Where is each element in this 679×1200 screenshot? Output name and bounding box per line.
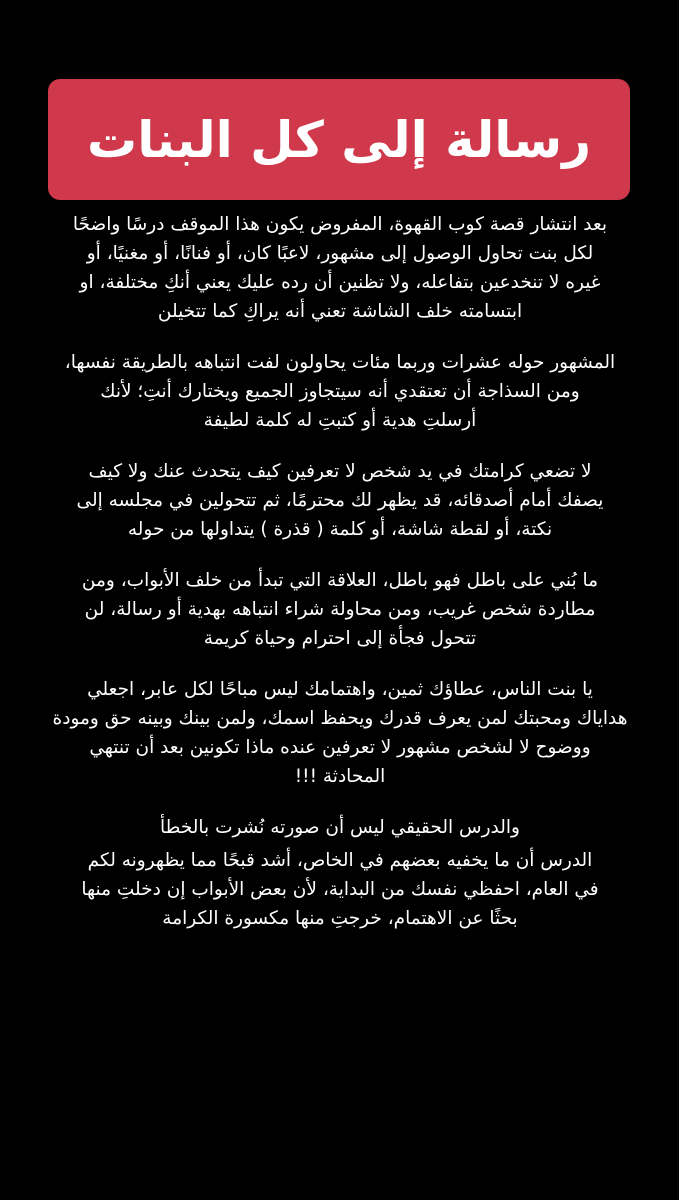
text-line: الدرس أن ما يخفيه بعضهم في الخاص، أشد قبحًا مما يظهرونه لكم xyxy=(87,850,593,871)
text-line: المشهور حوله عشرات وربما مئات يحاولون لفت انتباهه بالطريقة نفسها، xyxy=(64,352,616,373)
text-line: غيره لا تنخدعين بتفاعله، ولا تظنين أن رده عليك يعني أنكِ مختلفة، او xyxy=(79,272,601,293)
text-line: أرسلتِ هدية أو كتبتِ له كلمة لطيفة xyxy=(203,410,477,431)
text-line: بحثًا عن الاهتمام، خرجتِ منها مكسورة الكرامة xyxy=(162,908,518,929)
title-banner xyxy=(48,79,630,200)
text-line: بعد انتشار قصة كوب القهوة، المفروض يكون هذا الموقف درسًا واضحًا xyxy=(72,214,608,235)
paragraph-7 xyxy=(22,846,658,933)
text-line: والدرس الحقيقي ليس أن صورته نُشرت بالخطأ xyxy=(160,817,520,838)
paragraph-1 xyxy=(22,210,658,326)
text-line: لكل بنت تحاول الوصول إلى مشهور، لاعبًا كان، أو فنانًا، أو مغنيًا، أو xyxy=(86,243,594,264)
text-line: نكتة، أو لقطة شاشة، أو كلمة ( قذرة ) يتداولها من حوله xyxy=(127,519,553,540)
paragraph-4 xyxy=(22,566,658,653)
paragraph-2 xyxy=(22,348,658,435)
text-line: تتحول فجأة إلى احترام وحياة كريمة xyxy=(203,628,477,649)
text-line: ووضوح لا لشخص مشهور لا تعرفين عنده ماذا تكونين بعد أن تنتهي xyxy=(89,737,591,758)
message-body xyxy=(22,210,658,955)
page-title: رسالة إلى كل البنات xyxy=(87,110,592,169)
text-line: لا تضعي كرامتك في يد شخص لا تعرفين كيف يتحدث عنك ولا كيف xyxy=(88,461,592,482)
text-line: المحادثة !!! xyxy=(294,766,386,787)
text-line: ومن السذاجة أن تعتقدي أنه سيتجاوز الجميع ويختارك أنتِ؛ لأنك xyxy=(100,381,580,402)
text-line: هداياك ومحبتك لمن يعرف قدرك ويحفظ اسمك، ولمن بينك وبينه حق ومودة xyxy=(52,708,628,729)
text-line: يصفك أمام أصدقائه، قد يظهر لك محترمًا، ثم تتحولين في مجلسه إلى xyxy=(76,490,604,511)
paragraph-6 xyxy=(22,813,658,842)
text-line: ابتسامته خلف الشاشة تعني أنه يراكِ كما تتخيلن xyxy=(157,301,523,322)
paragraph-3 xyxy=(22,457,658,544)
text-line: ما بُني على باطل فهو باطل، العلاقة التي تبدأ من خلف الأبواب، ومن xyxy=(81,570,599,591)
text-line: يا بنت الناس، عطاؤك ثمين، واهتمامك ليس مباحًا لكل عابر، اجعلي xyxy=(87,679,593,700)
text-line: مطاردة شخص غريب، ومن محاولة شراء انتباهه بهدية أو رسالة، لن xyxy=(84,599,596,620)
paragraph-5 xyxy=(22,675,658,791)
text-line: في العام، احفظي نفسك من البداية، لأن بعض الأبواب إن دخلتِ منها xyxy=(81,879,599,900)
